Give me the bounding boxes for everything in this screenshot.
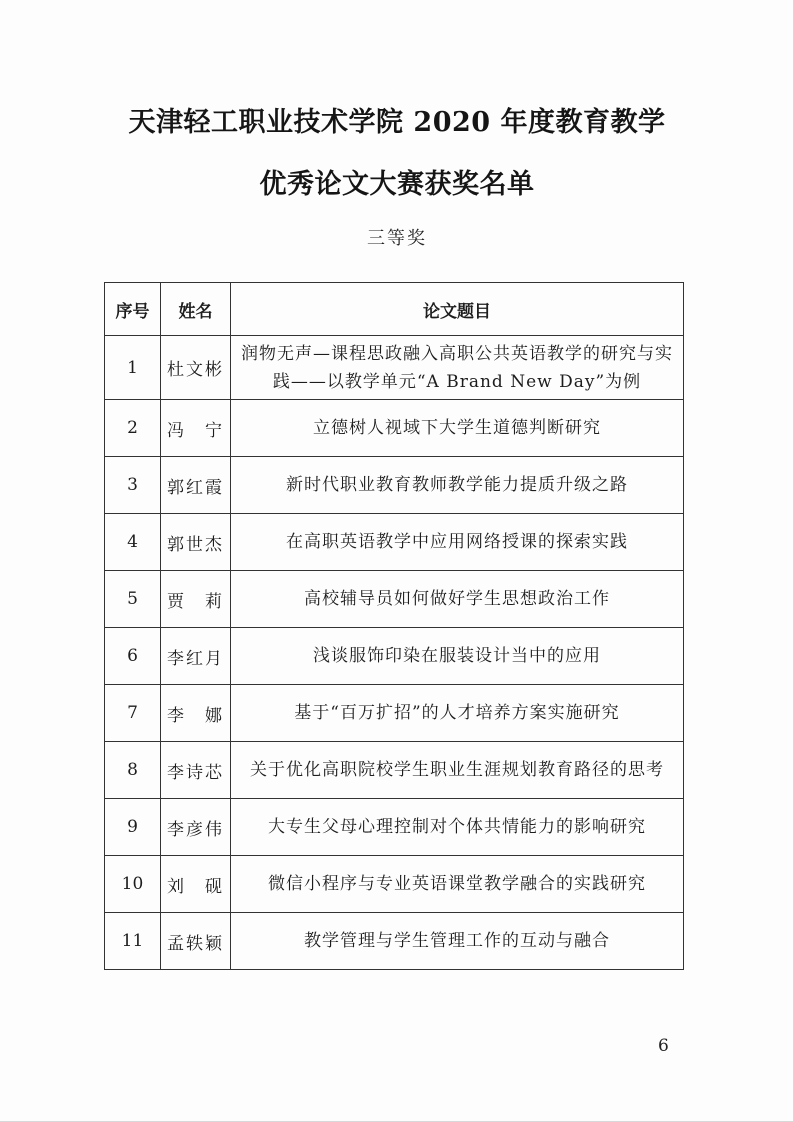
row-name: 李诗芯 <box>161 742 231 799</box>
row-topic: 浅谈服饰印染在服装设计当中的应用 <box>231 628 684 685</box>
row-topic: 大专生父母心理控制对个体共情能力的影响研究 <box>231 799 684 856</box>
page-number: 6 <box>658 1036 669 1056</box>
row-index: 7 <box>105 685 161 742</box>
row-index: 4 <box>105 514 161 571</box>
row-name: 孟轶颖 <box>161 913 231 970</box>
row-topic: 基于“百万扩招”的人才培养方案实施研究 <box>231 685 684 742</box>
table-row <box>105 514 684 571</box>
table-row <box>105 742 684 799</box>
row-topic: 新时代职业教育教师教学能力提质升级之路 <box>231 457 684 514</box>
row-topic: 高校辅导员如何做好学生思想政治工作 <box>231 571 684 628</box>
row-topic: 关于优化高职院校学生职业生涯规划教育路径的思考 <box>231 742 684 799</box>
row-name: 刘 砚 <box>161 856 231 913</box>
row-name: 郭世杰 <box>161 514 231 571</box>
award-level-heading: 三等奖 <box>367 228 427 249</box>
table-row <box>105 628 684 685</box>
table-row <box>105 685 684 742</box>
row-name: 李 娜 <box>161 685 231 742</box>
table-row <box>105 400 684 457</box>
row-topic: 教学管理与学生管理工作的互动与融合 <box>231 913 684 970</box>
table-row <box>105 856 684 913</box>
row-topic: 微信小程序与专业英语课堂教学融合的实践研究 <box>231 856 684 913</box>
row-topic: 立德树人视域下大学生道德判断研究 <box>231 400 684 457</box>
row-topic: 润物无声—课程思政融入高职公共英语教学的研究与实践——以教学单元“A Brand New Day”为例 <box>231 336 684 400</box>
row-index: 8 <box>105 742 161 799</box>
row-index: 6 <box>105 628 161 685</box>
row-name: 李红月 <box>161 628 231 685</box>
row-name: 贾 莉 <box>161 571 231 628</box>
table-row <box>105 336 684 400</box>
table-row <box>105 457 684 514</box>
row-index: 9 <box>105 799 161 856</box>
row-index: 5 <box>105 571 161 628</box>
header-index: 序号 <box>105 283 161 336</box>
table-header-row <box>105 283 684 336</box>
document-title-line-1: 天津轻工职业技术学院 2020 年度教育教学 <box>128 107 666 138</box>
header-name: 姓名 <box>161 283 231 336</box>
row-index: 10 <box>105 856 161 913</box>
header-topic: 论文题目 <box>231 283 684 336</box>
row-index: 3 <box>105 457 161 514</box>
row-index: 11 <box>105 913 161 970</box>
row-name: 郭红霞 <box>161 457 231 514</box>
row-name: 李彦伟 <box>161 799 231 856</box>
table-row <box>105 799 684 856</box>
row-index: 1 <box>105 336 161 400</box>
row-name: 冯 宁 <box>161 400 231 457</box>
document-title-line-2: 优秀论文大赛获奖名单 <box>259 169 535 200</box>
row-index: 2 <box>105 400 161 457</box>
table-row <box>105 571 684 628</box>
award-winners-table <box>104 282 684 970</box>
row-topic: 在高职英语教学中应用网络授课的探索实践 <box>231 514 684 571</box>
table-row <box>105 913 684 970</box>
row-name: 杜文彬 <box>161 336 231 400</box>
